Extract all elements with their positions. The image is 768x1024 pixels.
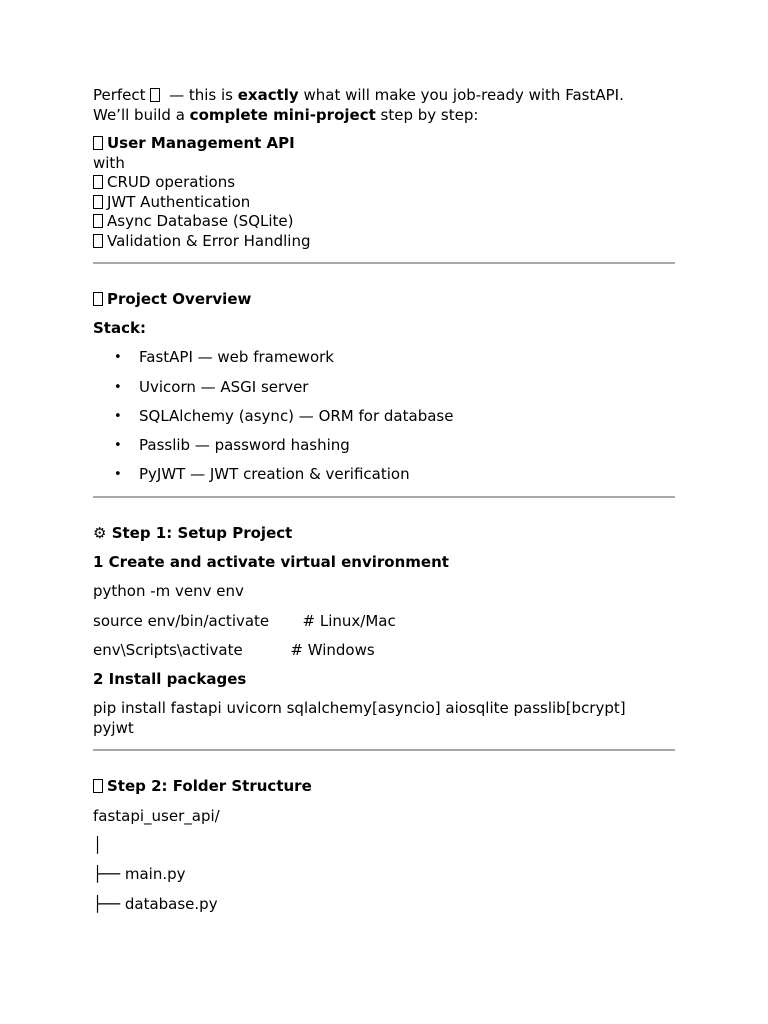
- intro-line-1: Perfect — this is exactly what will make you job-ready with FastAPI.: [93, 86, 624, 104]
- section-divider: [93, 262, 675, 264]
- stack-item: • FastAPI — web framework: [93, 348, 675, 368]
- command-line: source env/bin/activate # Linux/Mac: [93, 611, 396, 630]
- gear-icon: ⚙: [93, 523, 107, 542]
- tree-item: ├── main.py: [93, 865, 186, 884]
- stack-list: [93, 348, 675, 485]
- feature-item: CRUD operations: [93, 173, 675, 193]
- tree-pipe: │: [93, 836, 103, 855]
- section-divider: [93, 749, 675, 751]
- summary-title: User Management API: [93, 134, 675, 154]
- stack-label: Stack:: [93, 319, 146, 337]
- check-placeholder-icon: [93, 234, 103, 248]
- stack-item: • PyJWT — JWT creation & verification: [93, 465, 675, 485]
- check-placeholder-icon: [93, 195, 103, 209]
- summary-with: with: [93, 153, 125, 172]
- feature-item: Async Database (SQLite): [93, 212, 675, 232]
- stack-item: • Uvicorn — ASGI server: [93, 378, 675, 398]
- tree-item: ├── database.py: [93, 894, 218, 913]
- step1-sub1: 1 Create and activate virtual environment: [93, 552, 449, 571]
- feature-item: JWT Authentication: [93, 193, 675, 213]
- step2-title: Step 2: Folder Structure: [93, 777, 675, 797]
- check-placeholder-icon: [93, 214, 103, 228]
- section-divider: [93, 496, 675, 498]
- command-line: pip install fastapi uvicorn sqlalchemy[asyncio] aiosqlite passlib[bcrypt] pyjwt: [93, 699, 626, 737]
- stack-item: • SQLAlchemy (async) — ORM for database: [93, 407, 675, 427]
- document-page: [93, 86, 675, 914]
- folder-root: fastapi_user_api/: [93, 806, 220, 825]
- step1-sub2: 2 Install packages: [93, 670, 247, 689]
- stack-item: • Passlib — password hashing: [93, 436, 675, 456]
- emoji-placeholder-icon: [93, 136, 103, 150]
- emoji-placeholder-icon: [93, 779, 103, 793]
- feature-item: Validation & Error Handling: [93, 232, 675, 252]
- overview-title: Project Overview: [93, 290, 675, 310]
- emoji-placeholder-icon: [93, 292, 103, 306]
- intro-line-2: We’ll build a complete mini-project step by step:: [93, 105, 479, 124]
- check-placeholder-icon: [93, 175, 103, 189]
- emoji-placeholder-icon: [150, 88, 160, 102]
- command-line: python -m venv env: [93, 582, 244, 601]
- step1-title: ⚙ Step 1: Setup Project: [93, 523, 293, 542]
- command-line: env\Scripts\activate # Windows: [93, 640, 375, 659]
